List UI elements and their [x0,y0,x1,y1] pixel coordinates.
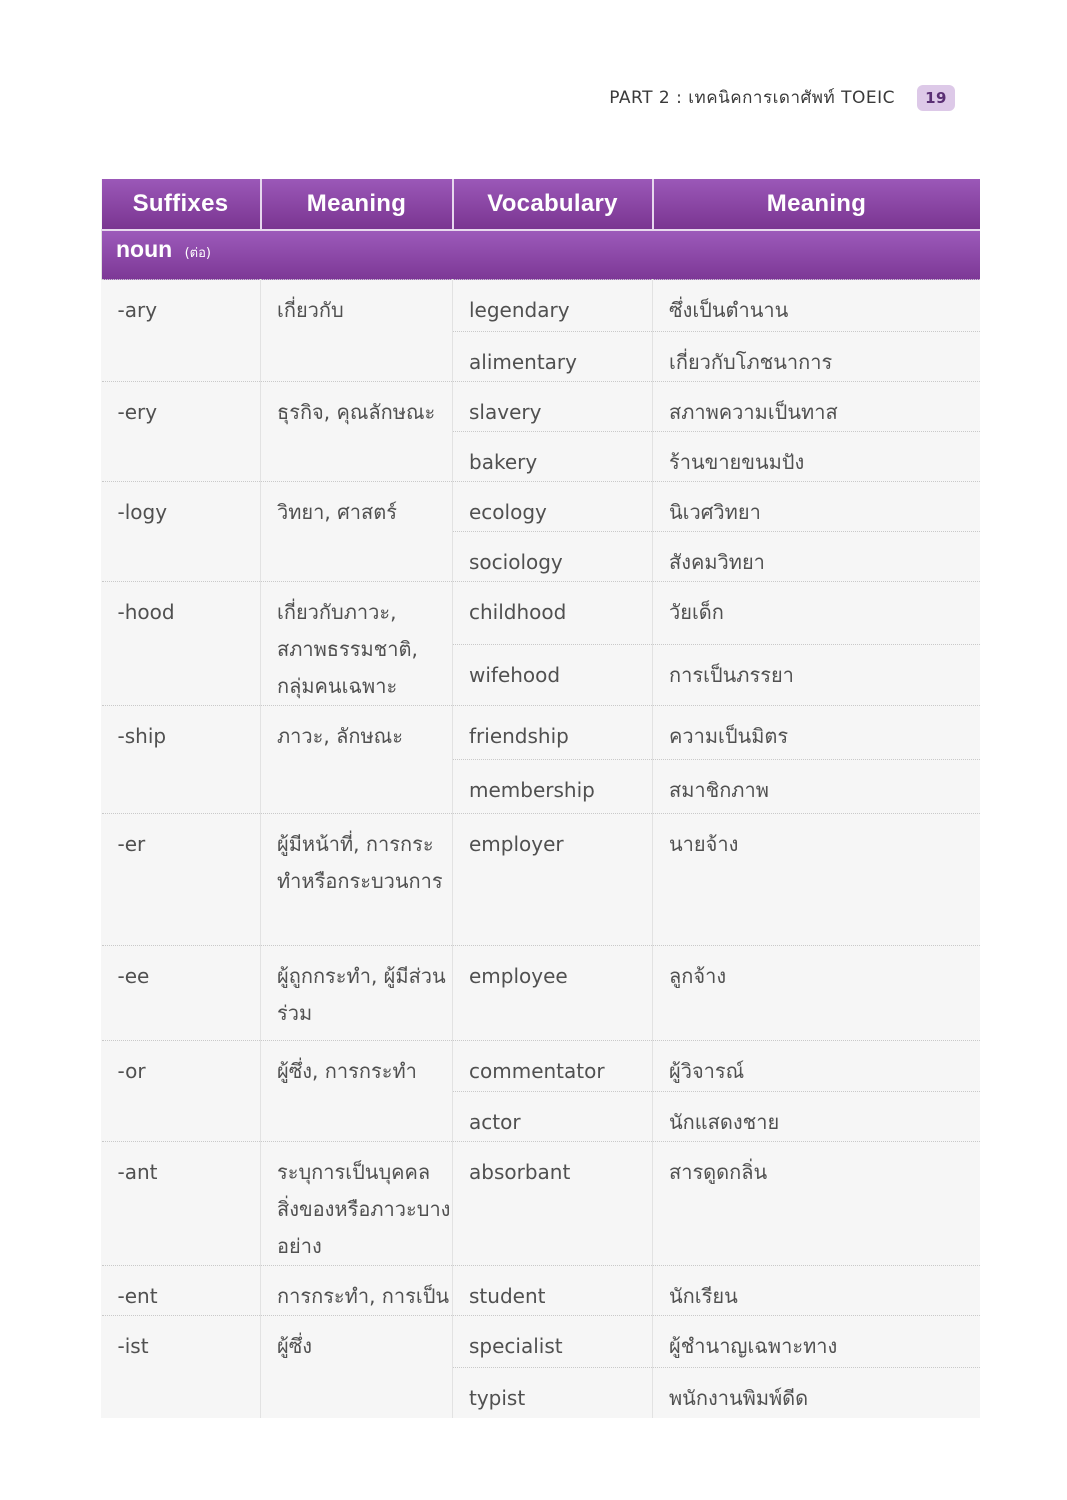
vocabulary-meaning-cell: ผู้ชำนาญเฉพาะทาง [653,1316,980,1368]
vocabulary-cell: legendary [453,280,653,332]
vocabulary-cell: wifehood [453,645,653,706]
vocabulary-meaning-cell: การเป็นภรรยา [653,645,980,706]
column-header-meaning: Meaning [261,179,453,230]
section-label [102,230,980,280]
suffix-meaning-cell: วิทยา, ศาสตร์ [261,482,453,582]
suffix-meaning-cell: เกี่ยวกับ [261,280,453,382]
table-row [102,814,980,946]
vocabulary-cell: employer [453,814,653,946]
table-header-row [102,179,980,230]
vocabulary-cell: friendship [453,706,653,760]
vocabulary-cell: commentator [453,1041,653,1092]
suffix-meaning-cell: ผู้ซึ่ง, การกระทำ [261,1041,453,1142]
vocabulary-meaning-cell: ร้านขายขนมปัง [653,432,980,482]
vocabulary-meaning-cell: สังคมวิทยา [653,532,980,582]
table-row [102,1316,980,1368]
vocabulary-cell: sociology [453,532,653,582]
suffix-meaning-cell: ผู้ถูกกระทำ, ผู้มีส่วนร่วม [261,946,453,1041]
vocabulary-meaning-cell: วัยเด็ก [653,582,980,645]
vocabulary-cell: ecology [453,482,653,532]
vocabulary-cell: membership [453,760,653,814]
table-row [102,1142,980,1266]
vocabulary-cell: alimentary [453,332,653,382]
vocabulary-meaning-cell: ความเป็นมิตร [653,706,980,760]
vocabulary-meaning-cell: นายจ้าง [653,814,980,946]
table-row [102,706,980,760]
vocabulary-cell: student [453,1266,653,1316]
suffix-meaning-cell: ผู้มีหน้าที่, การกระทำหรือกระบวนการ [261,814,453,946]
suffix-cell: -hood [102,582,261,706]
suffix-meaning-cell: ธุรกิจ, คุณลักษณะ [261,382,453,482]
vocabulary-meaning-cell: เกี่ยวกับโภชนาการ [653,332,980,382]
suffix-meaning-cell: ภาวะ, ลักษณะ [261,706,453,814]
suffix-cell: -ent [102,1266,261,1316]
suffix-meaning-cell: ผู้ซึ่ง [261,1316,453,1418]
section-row [102,230,980,280]
table-row [102,280,980,332]
suffix-cell: -ist [102,1316,261,1418]
page-number-badge: 19 [917,85,955,111]
suffix-vocabulary-table [101,179,980,1418]
table-row [102,482,980,532]
suffix-cell: -or [102,1041,261,1142]
vocabulary-meaning-cell: ลูกจ้าง [653,946,980,1041]
vocabulary-meaning-cell: สารดูดกลิ่น [653,1142,980,1266]
vocabulary-meaning-cell: ซึ่งเป็นตำนาน [653,280,980,332]
vocabulary-meaning-cell: นิเวศวิทยา [653,482,980,532]
column-header-vocabulary: Vocabulary [453,179,653,230]
vocabulary-cell: specialist [453,1316,653,1368]
suffix-cell: -er [102,814,261,946]
vocabulary-meaning-cell: พนักงานพิมพ์ดีด [653,1368,980,1418]
suffix-cell: -logy [102,482,261,582]
vocabulary-cell: absorbant [453,1142,653,1266]
suffix-cell: -ant [102,1142,261,1266]
column-header-suffixes: Suffixes [102,179,261,230]
vocabulary-cell: bakery [453,432,653,482]
suffix-meaning-cell: เกี่ยวกับภาวะ, สภาพธรรมชาติ, กลุ่มคนเฉพาะ [261,582,453,706]
section-name: noun [116,236,173,262]
table-row [102,1266,980,1316]
suffix-cell: -ery [102,382,261,482]
suffix-meaning-cell: การกระทำ, การเป็น [261,1266,453,1316]
vocabulary-cell: actor [453,1092,653,1142]
suffix-meaning-cell: ระบุการเป็นบุคคล สิ่งของหรือภาวะบางอย่าง [261,1142,453,1266]
table-row [102,1041,980,1092]
table-row [102,582,980,645]
page-header [609,84,955,111]
vocabulary-cell: childhood [453,582,653,645]
section-note: (ต่อ) [184,246,211,261]
column-header-thai-meaning: Meaning [653,179,980,230]
suffix-cell: -ary [102,280,261,382]
vocabulary-cell: slavery [453,382,653,432]
vocabulary-meaning-cell: นักเรียน [653,1266,980,1316]
vocabulary-meaning-cell: สภาพความเป็นทาส [653,382,980,432]
suffix-cell: -ship [102,706,261,814]
vocabulary-meaning-cell: ผู้วิจารณ์ [653,1041,980,1092]
vocabulary-cell: employee [453,946,653,1041]
vocabulary-meaning-cell: สมาชิกภาพ [653,760,980,814]
suffix-cell: -ee [102,946,261,1041]
vocabulary-cell: typist [453,1368,653,1418]
vocabulary-meaning-cell: นักแสดงชาย [653,1092,980,1142]
table-row [102,946,980,1041]
part-title: PART 2 : เทคนิคการเดาศัพท์ TOEIC [609,88,895,108]
table-row [102,382,980,432]
